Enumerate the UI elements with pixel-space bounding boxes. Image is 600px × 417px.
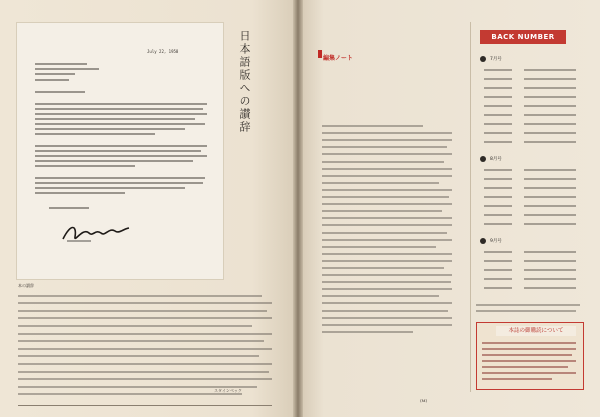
sidebar-footnote [476,300,580,316]
signature [61,219,131,245]
page-gutter [293,0,303,417]
notice-title: 本誌の御購読について [496,326,576,336]
list-item [484,177,580,182]
section-bullet [480,156,486,162]
list-item [484,259,580,264]
left-rule [18,405,272,406]
left-caption: 本の讃辞 [18,283,34,288]
editor-note-body [322,120,452,338]
letter-date: July 22, 1958 [147,49,179,54]
list-item [484,131,580,136]
section-bullet [480,56,486,62]
list-item [484,186,580,191]
section-bullet [480,238,486,244]
list-item [484,195,580,200]
left-body-text [18,289,272,401]
list-item [484,95,580,100]
list-item [484,104,580,109]
editor-note-title: 編集ノート [323,55,353,62]
list-item [484,250,580,255]
list-item [484,122,580,127]
list-item [484,204,580,209]
left-author: スタインベック [214,388,242,393]
vertical-title: 日本語版への讃辞 [238,30,251,134]
back-number-header: BACK NUMBER [480,30,566,44]
list-item [484,113,580,118]
list-item [484,286,580,291]
list-item [484,68,580,73]
section-label: 8月号 [490,157,502,162]
list-item [484,86,580,91]
editor-note-signoff: (M) [420,398,428,403]
list-item [484,222,580,227]
list-item [484,77,580,82]
list-item [484,277,580,282]
section-label: 7月号 [490,57,502,62]
editor-note-marker [318,50,322,58]
list-item [484,213,580,218]
list-item [484,140,580,145]
section-label: 9月号 [490,239,502,244]
letter-facsimile [16,22,224,280]
list-item [484,268,580,273]
list-item [484,168,580,173]
